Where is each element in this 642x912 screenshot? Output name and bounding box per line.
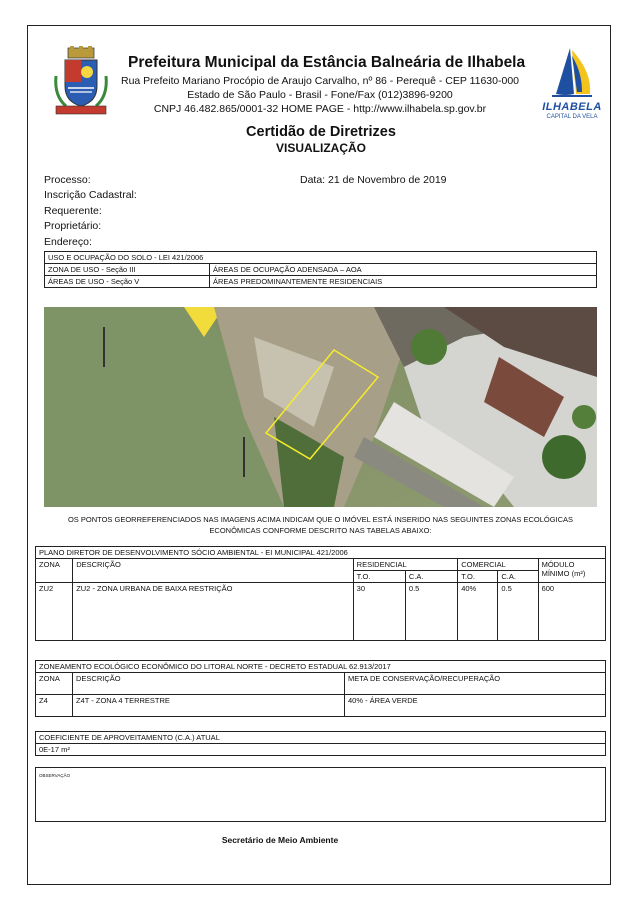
areas-uso-value: ÁREAS PREDOMINANTEMENTE RESIDENCIAIS xyxy=(210,276,597,288)
zone-row-zona: Z4 xyxy=(36,695,73,717)
aerial-photo xyxy=(44,307,597,507)
col-residencial: RESIDENCIAL xyxy=(353,559,458,571)
zone-row-meta: 40% - ÁREA VERDE xyxy=(345,695,606,717)
col-com-to: T.O. xyxy=(458,571,498,583)
coeficiente-heading: COEFICIENTE DE APROVEITAMENTO (C.A.) ATUAL xyxy=(36,732,606,744)
observacao-box xyxy=(35,767,606,822)
coeficiente-value: 0E-17 m² xyxy=(36,744,606,756)
certificate-subtitle: VISUALIZAÇÃO xyxy=(276,141,366,155)
brand-name: ILHABELA xyxy=(542,101,602,113)
uso-solo-table xyxy=(44,251,597,288)
col-comercial: COMERCIAL xyxy=(458,559,538,571)
field-requerente: Requerente: xyxy=(44,205,102,217)
address-line: Rua Prefeito Mariano Procópio de Araujo Carvalho, nº 86 - Perequê - CEP 11630-000 xyxy=(120,75,519,87)
field-processo: Processo: xyxy=(44,174,91,186)
zona-uso-label: ZONA DE USO - Seção III xyxy=(45,264,210,276)
observacao-label: OBSERVAÇÃO xyxy=(39,773,71,778)
row-descricao: ZU2 - ZONA URBANA DE BAIXA RESTRIÇÃO xyxy=(73,583,353,641)
zone-col-meta: META DE CONSERVAÇÃO/RECUPERAÇÃO xyxy=(345,673,606,695)
row-zona: ZU2 xyxy=(36,583,73,641)
municipality-title: Prefeitura Municipal da Estância Balneária de Ilhabela xyxy=(128,54,526,71)
zone-col-zona: ZONA xyxy=(36,673,73,695)
row-com-ca: 0.5 xyxy=(498,583,538,641)
cnpj-line: CNPJ 46.482.865/0001-32 HOME PAGE - http://www.ilhabela.sp.gov.br xyxy=(153,103,487,115)
uso-solo-heading: USO E OCUPAÇÃO DO SOLO - LEI 421/2006 xyxy=(45,252,597,264)
field-proprietario: Proprietário: xyxy=(44,220,102,232)
zoneamento-heading: ZONEAMENTO ECOLÓGICO ECONÔMICO DO LITORAL NORTE - DECRETO ESTADUAL 62.913/2017 xyxy=(36,661,606,673)
plano-diretor-heading: PLANO DIRETOR DE DESENVOLVIMENTO SÓCIO AMBIENTAL - EI MUNICIPAL 421/2006 xyxy=(36,547,606,559)
signature-line: Secretário de Meio Ambiente xyxy=(221,835,339,845)
plano-diretor-table xyxy=(35,546,606,641)
zone-row-descricao: Z4T - ZONA 4 TERRESTRE xyxy=(73,695,345,717)
zone-col-descricao: DESCRIÇÃO xyxy=(73,673,345,695)
state-phone-line: Estado de São Paulo - Brasil - Fone/Fax (012)3896-9200 xyxy=(187,89,453,101)
row-res-to: 30 xyxy=(353,583,405,641)
col-descricao: DESCRIÇÃO xyxy=(73,559,353,583)
row-res-ca: 0.5 xyxy=(405,583,457,641)
row-modulo: 600 xyxy=(538,583,605,641)
georef-note-line1: OS PONTOS GEORREFERENCIADOS NAS IMAGENS ACIMA INDICAM QUE O IMÓVEL ESTÁ INSERIDO NAS SEGUINTES ZONAS ECOLÓGICAS xyxy=(67,515,574,524)
col-com-ca: C.A. xyxy=(498,571,538,583)
field-endereco: Endereço: xyxy=(44,236,92,248)
ilhabela-sail-logo-icon xyxy=(546,46,596,98)
row-com-to: 40% xyxy=(458,583,498,641)
col-modulo: MÓDULO MÍNIMO (m²) xyxy=(538,559,605,583)
col-zona: ZONA xyxy=(36,559,73,583)
col-res-ca: C.A. xyxy=(405,571,457,583)
field-inscricao: Inscrição Cadastral: xyxy=(44,189,137,201)
field-data: Data: 21 de Novembro de 2019 xyxy=(300,174,447,186)
zona-uso-value: ÁREAS DE OCUPAÇÃO ADENSADA – AOA xyxy=(210,264,597,276)
col-res-to: T.O. xyxy=(353,571,405,583)
areas-uso-label: ÁREAS DE USO - Seção V xyxy=(45,276,210,288)
coeficiente-table xyxy=(35,731,606,756)
certificate-title: Certidão de Diretrizes xyxy=(246,124,396,140)
brand-tagline: CAPITAL DA VELA xyxy=(546,114,598,120)
georef-note-line2: ECONÔMICAS CONFORME DESCRITO NAS TABELAS ABAIXO: xyxy=(209,526,432,535)
zoneamento-table xyxy=(35,660,606,717)
